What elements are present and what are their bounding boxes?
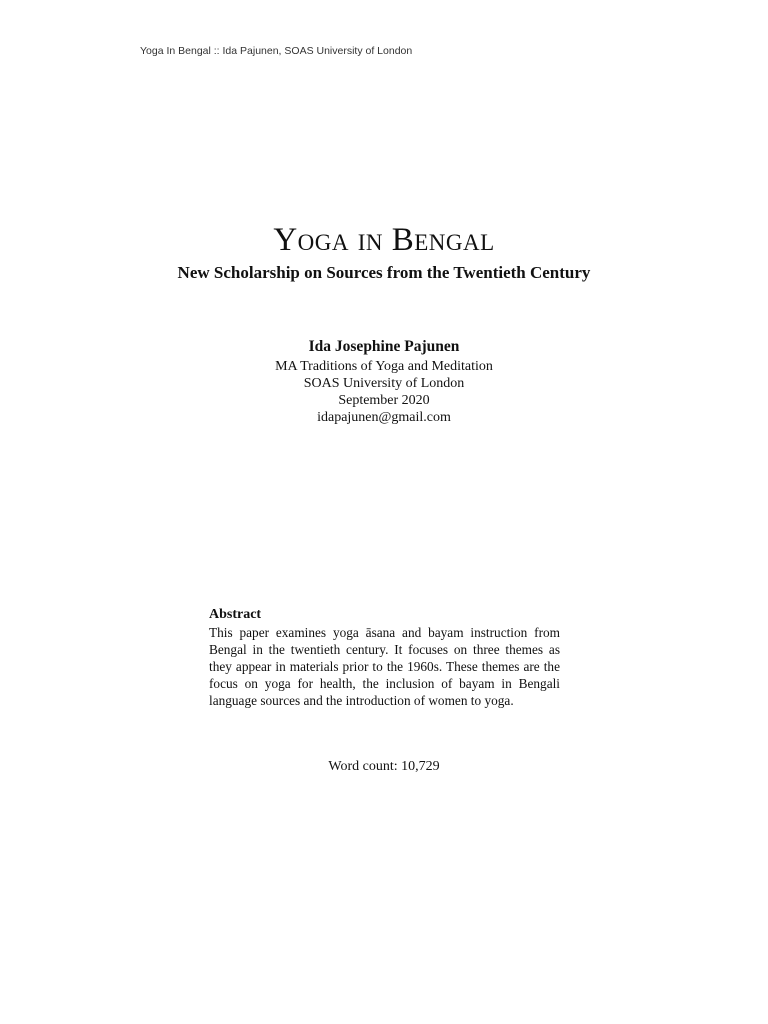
document-title: Yoga in Bengal <box>273 222 495 258</box>
author-date: September 2020 <box>338 393 430 408</box>
author-institution: SOAS University of London <box>303 376 465 391</box>
word-count: Word count: 10,729 <box>328 759 440 774</box>
abstract-heading: Abstract <box>209 607 262 622</box>
author-block <box>0 336 768 426</box>
author-email: idapajunen@gmail.com <box>317 410 451 425</box>
author-program: MA Traditions of Yoga and Meditation <box>275 359 493 374</box>
title-block <box>0 218 768 284</box>
document-subtitle: New Scholarship on Sources from the Twentieth Century <box>177 263 591 282</box>
author-name: Ida Josephine Pajunen <box>308 338 460 355</box>
abstract-text: This paper examines yoga āsana and bayam instruction from Bengal in the twentieth century. It focuses on three themes as they appear in materials prior to the 1960s. These themes are the focus on yoga for health, the inclusion of bayam in Bengali language sources and the introduction of women to yoga. <box>209 625 560 708</box>
running-header: Yoga In Bengal :: Ida Pajunen, SOAS University of London <box>140 45 413 57</box>
abstract-block <box>209 606 560 709</box>
